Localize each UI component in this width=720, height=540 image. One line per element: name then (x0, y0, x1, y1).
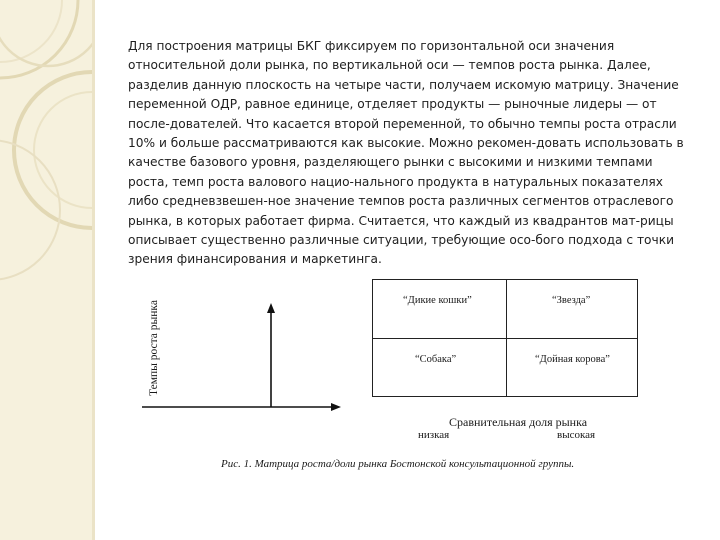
x-axis-arrow (331, 403, 341, 411)
quadrant-dog-label: “Собака” (415, 354, 457, 365)
quadrant-cash-cow-label: “Дойная корова” (535, 354, 610, 365)
y-axis-arrow (267, 303, 275, 313)
quadrant-star-label: “Звезда” (552, 295, 591, 306)
x-axis-low-label: низкая (418, 429, 450, 441)
figure-caption: Рис. 1. Матрица роста/доли рынка Бостонской консультационной группы. (221, 458, 575, 470)
quadrant-wild-cats (373, 280, 507, 339)
y-axis-label: Темпы роста рынка (148, 300, 160, 396)
quadrant-dog (373, 339, 507, 396)
quadrant-star (507, 280, 637, 339)
body-paragraph: Для построения матрицы БКГ фиксируем по горизонтальной оси значения относительной доли рынка, по вертикальной оси — темпов роста рынка. Далее, разделив данную плоскость на четыре части, получаем искомую матрицу. Значение переменной ОДР, равное единице, отделяет продукты — рыночные лидеры — от после-дователей. Что касается второй переменной, то обычно темпы роста отрасли 10% и больше рассматриваются как высокие. Можно рекомен-довать использовать в качестве базового уровня, разделяющего рынки с высокими и низкими темпами роста, темп роста валового нацио-нального продукта в натуральных показателях либо средневзвешен-ное значение темпов роста различных сегментов отраслевого рынка, в которых работает фирма. Считается, что каждый из квадрантов мат-рицы описывает существенно различные ситуации, требующие осо-бого подхода с точки зрения финансирования и маркетинга. (128, 39, 684, 267)
x-axis-label: Сравнительная доля рынка (449, 415, 588, 429)
x-axis-high-label: высокая (557, 429, 596, 441)
quadrant-wild-cats-label: “Дикие кошки” (403, 295, 472, 306)
quadrant-cash-cow (507, 339, 637, 396)
bcg-matrix (372, 279, 638, 397)
